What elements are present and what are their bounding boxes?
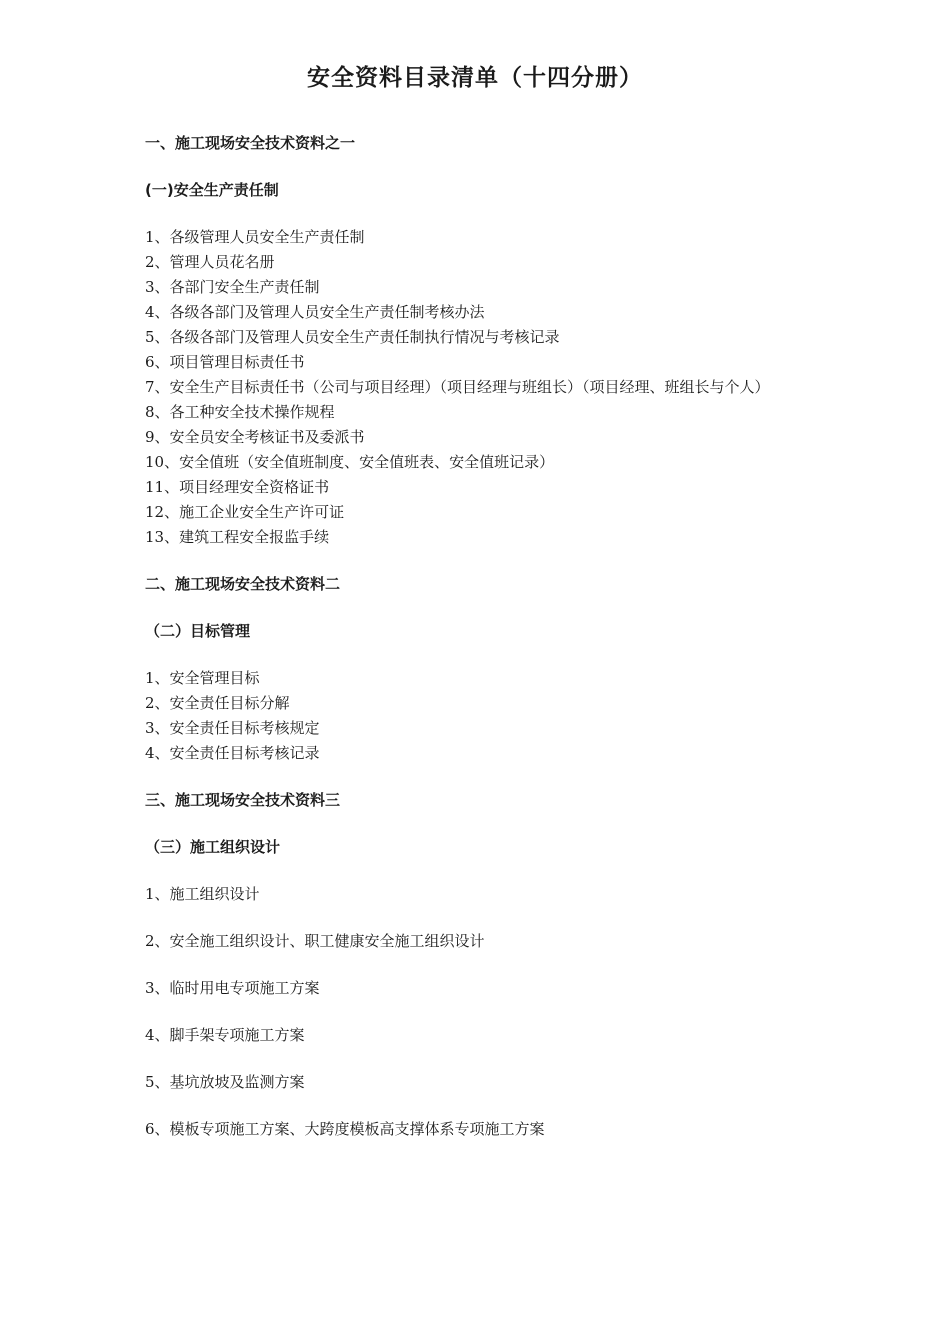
list-item: 3、各部门安全生产责任制	[145, 278, 320, 296]
list-item: 7、安全生产目标责任书（公司与项目经理）（项目经理与班组长）（项目经理、班组长与个人）	[145, 378, 770, 396]
section-subheading-3: （三）施工组织设计	[145, 838, 281, 856]
list-item: 4、各级各部门及管理人员安全生产责任制考核办法	[145, 303, 485, 321]
section-heading-1: 一、施工现场安全技术资料之一	[145, 134, 356, 152]
list-item: 9、安全员安全考核证书及委派书	[145, 428, 365, 446]
section-heading-3: 三、施工现场安全技术资料三	[145, 791, 341, 809]
list-item: 12、施工企业安全生产许可证	[145, 503, 345, 521]
list-item: 8、各工种安全技术操作规程	[145, 403, 335, 421]
list-item: 3、临时用电专项施工方案	[145, 979, 320, 997]
list-item: 13、建筑工程安全报监手续	[145, 528, 330, 546]
list-item: 6、项目管理目标责任书	[145, 353, 305, 371]
list-item: 1、各级管理人员安全生产责任制	[145, 228, 365, 246]
section-list-2	[145, 666, 815, 766]
list-item: 4、脚手架专项施工方案	[145, 1026, 305, 1044]
section-subheading-2: （二）目标管理	[145, 622, 251, 640]
document-title: 安全资料目录清单（十四分册）	[307, 65, 643, 91]
document-body	[145, 131, 815, 1164]
section-subheading-1: (一)安全生产责任制	[145, 181, 279, 199]
list-item: 1、安全管理目标	[145, 669, 260, 687]
list-item: 1、施工组织设计	[145, 885, 260, 903]
list-item: 4、安全责任目标考核记录	[145, 744, 320, 762]
list-item: 3、安全责任目标考核规定	[145, 719, 320, 737]
list-item: 2、安全责任目标分解	[145, 694, 290, 712]
section-heading-2: 二、施工现场安全技术资料二	[145, 575, 341, 593]
section-list-3	[145, 882, 815, 1142]
section-list-1	[145, 225, 815, 550]
list-item: 5、各级各部门及管理人员安全生产责任制执行情况与考核记录	[145, 328, 560, 346]
list-item: 6、模板专项施工方案、大跨度模板高支撑体系专项施工方案	[145, 1120, 545, 1138]
list-item: 11、项目经理安全资格证书	[145, 478, 330, 496]
list-item: 10、安全值班（安全值班制度、安全值班表、安全值班记录）	[145, 453, 555, 471]
list-item: 5、基坑放坡及监测方案	[145, 1073, 305, 1091]
list-item: 2、管理人员花名册	[145, 253, 275, 271]
list-item: 2、安全施工组织设计、职工健康安全施工组织设计	[145, 932, 485, 950]
